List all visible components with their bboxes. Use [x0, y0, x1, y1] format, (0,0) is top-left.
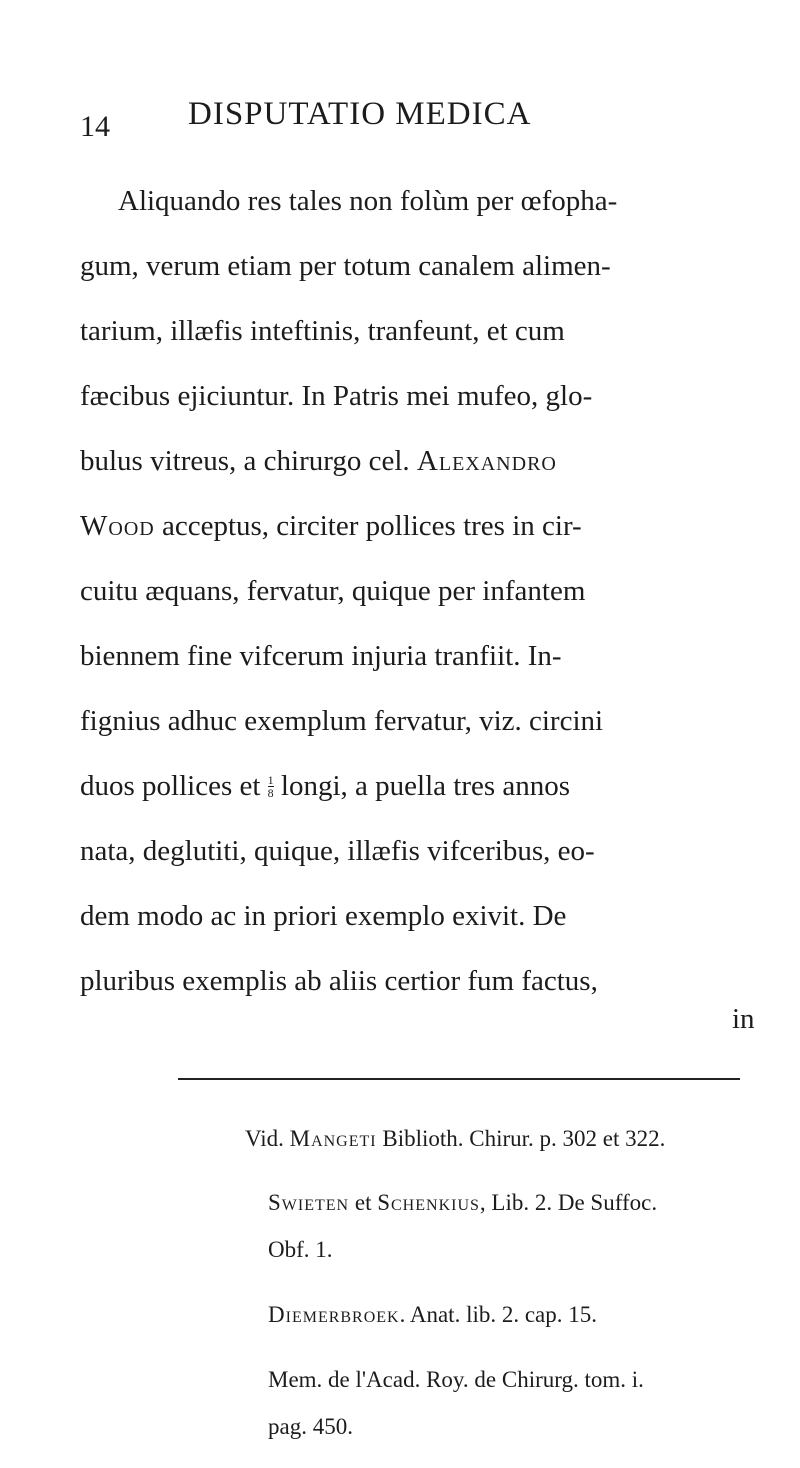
body-line: Aliquando res tales non folùm per œfopha-	[118, 185, 618, 217]
footnote-text: . Anat. lib. 2. cap. 15.	[399, 1302, 598, 1327]
body-line: fæcibus ejiciuntur. In Patris mei mufeo, glo-	[80, 380, 593, 412]
author-name: Diemerbroek	[268, 1302, 400, 1327]
body-line	[80, 445, 557, 478]
body-text-span: duos pollices et	[80, 770, 268, 802]
footnote	[268, 1190, 657, 1216]
author-name: Schenkius	[377, 1190, 480, 1215]
author-name: Swieten	[268, 1190, 350, 1215]
body-line: nata, deglutiti, quique, illæfis vifceribus, eo-	[80, 835, 595, 867]
footnote-continuation: Obf. 1.	[268, 1237, 333, 1262]
body-line: biennem fine vifcerum injuria tranfiit. In-	[80, 640, 562, 672]
body-line: dem modo ac in priori exemplo exivit. De	[80, 900, 567, 932]
body-line	[80, 770, 570, 803]
body-text-span: bulus vitreus, a chirurgo cel.	[80, 445, 417, 477]
footnote-text: et	[349, 1190, 378, 1215]
footnote-text: Vid.	[245, 1126, 290, 1151]
person-name: Alexandro	[416, 445, 557, 477]
body-line: gum, verum etiam per totum canalem alimen-	[80, 250, 611, 282]
footnote-continuation: pag. 450.	[268, 1414, 353, 1439]
body-line: fignius adhuc exemplum fervatur, viz. circini	[80, 705, 604, 737]
footnote: Mem. de l'Acad. Roy. de Chirurg. tom. i.	[268, 1367, 644, 1392]
page-number: 14	[80, 110, 110, 143]
body-line: cuitu æquans, fervatur, quique per infantem	[80, 575, 586, 607]
catchword: in	[732, 1003, 755, 1035]
footnote-rule	[178, 1078, 740, 1080]
footnote	[268, 1302, 597, 1328]
page-header	[0, 96, 800, 146]
footnote	[245, 1126, 665, 1152]
author-name: Mangeti	[289, 1126, 377, 1151]
running-head: DISPUTATIO MEDICA	[188, 96, 532, 132]
body-text-span: longi, a puella tres annos	[273, 770, 571, 802]
body-line: tarium, illæfis inteftinis, tranfeunt, et cum	[80, 315, 565, 347]
footnote-text: , Lib. 2. De Suffoc.	[479, 1190, 658, 1215]
fraction-numerator: 1	[267, 773, 274, 787]
body-line: pluribus exemplis ab aliis certior fum factus,	[80, 965, 598, 997]
body-text-span: acceptus, circiter pollices tres in cir-	[154, 510, 582, 542]
footnote-text: Biblioth. Chirur. p. 302 et 322.	[376, 1126, 666, 1151]
body-line	[80, 510, 582, 543]
person-name: Wood	[80, 510, 155, 542]
fraction-denominator: 8	[267, 786, 274, 800]
